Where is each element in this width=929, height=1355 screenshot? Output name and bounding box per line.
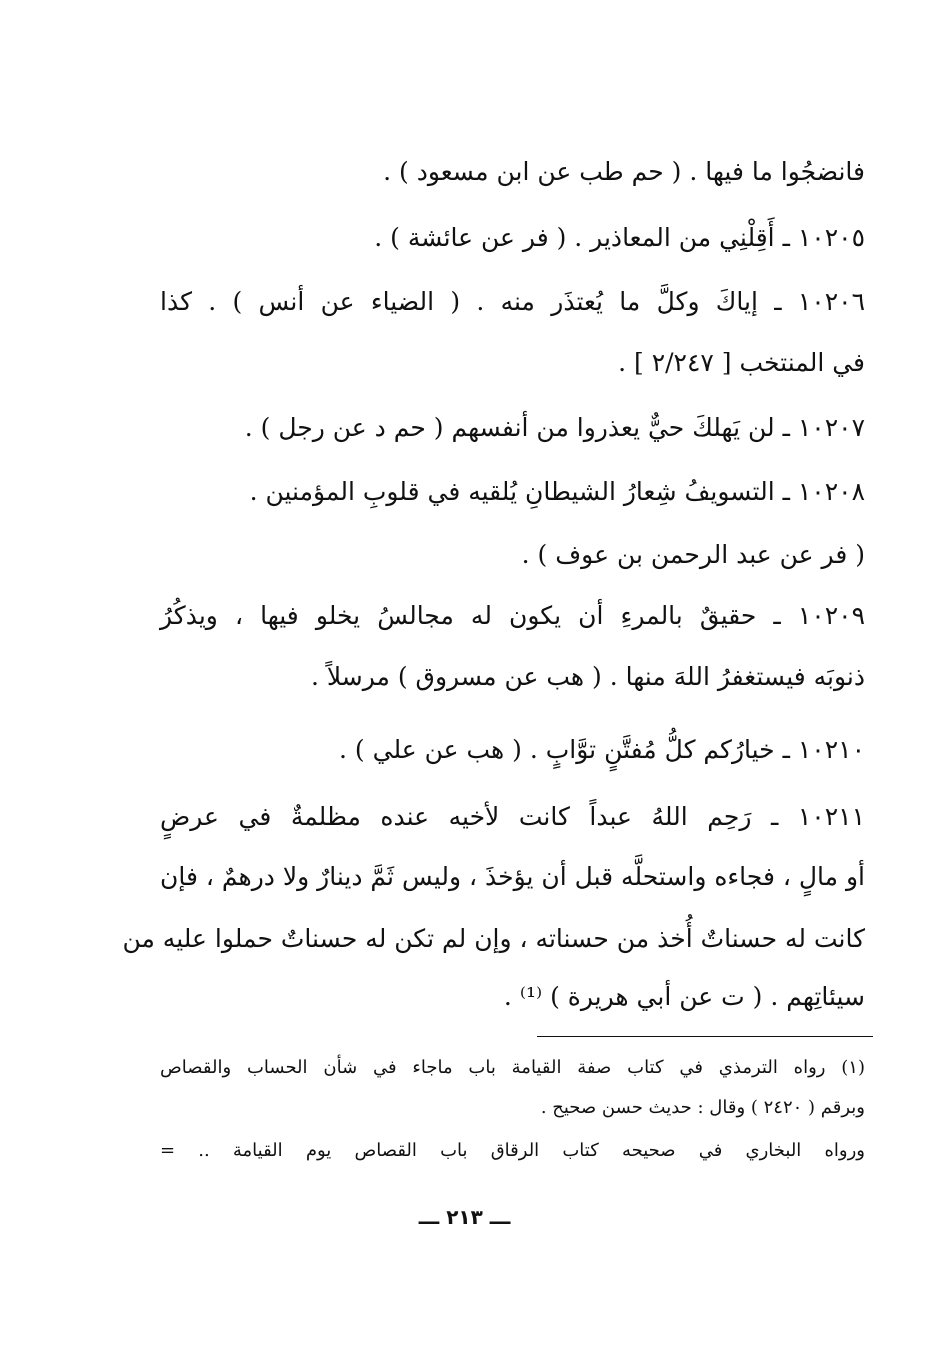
text-line-4: في المنتخب [ ٢/٢٤٧ ] . <box>618 348 865 377</box>
text-line-12: أو مالٍ ، فجاءه واستحلَّه قبل أن يؤخذَ ، وليس ثَمَّ دينارٌ ولا درهمٌ ، فإن <box>160 862 865 891</box>
text-line-5: ١٠٢٠٧ ـ لن يَهلكَ حيٌّ يعذروا من أنفسهم ( حم د عن رجل ) . <box>244 413 865 442</box>
footnote-divider <box>537 1036 873 1037</box>
text-line-11: ١٠٢١١ ـ رَحِم اللهُ عبداً كانت لأخيه عنده مظلمةٌ في عرضٍ <box>160 802 865 831</box>
text-line-3: ١٠٢٠٦ ـ إياكَ وكلَّ ما يُعتذَر منه . ( الضياء عن أنس ) . كذا <box>160 287 865 316</box>
text-line-2: ١٠٢٠٥ ـ أَقِلْنِي من المعاذير . ( فر عن عائشة ) . <box>374 223 865 252</box>
text-line-10: ١٠٢١٠ ـ خيارُكم كلُّ مُفتَّنٍ توَّابٍ . ( هب عن علي ) . <box>339 735 865 764</box>
page-number: ـــ ٢١٣ ـــ <box>418 1205 511 1229</box>
footnote-line-3: ورواه البخاري في صحيحه كتاب الرقاق باب القصاص يوم القيامة .. = <box>160 1140 865 1161</box>
footnote-line-1: (١) رواه الترمذي في كتاب صفة القيامة باب ماجاء في شأن الحساب والقصاص <box>160 1057 865 1078</box>
text-line-6: ١٠٢٠٨ ـ التسويفُ شِعارُ الشيطانِ يُلقيه في قلوبِ المؤمنين . <box>249 477 865 506</box>
text-line-9: ذنوبَه فيستغفرُ اللهَ منها . ( هب عن مسروق ) مرسلاً . <box>310 662 865 691</box>
text-line-13: كانت له حسناتٌ أُخذ من حسناته ، وإن لم تكن له حسناتٌ حملوا عليه من <box>122 924 865 953</box>
text-line-8: ١٠٢٠٩ ـ حقيقٌ بالمرءِ أن يكون له مجالسُ يخلو فيها ، ويذكُرُ <box>160 601 865 630</box>
footnote-line-2: وبرقم ( ٢٤٢٠ ) وقال : حديث حسن صحيح . <box>540 1097 865 1118</box>
text-line-7: ( فر عن عبد الرحمن بن عوف ) . <box>521 540 865 569</box>
text-line-14: سيئاتِهم . ( ت عن أبي هريرة ) ⁽¹⁾ . <box>503 982 865 1011</box>
text-line-1: فانضجُوا ما فيها . ( حم طب عن ابن مسعود ) . <box>383 157 865 186</box>
